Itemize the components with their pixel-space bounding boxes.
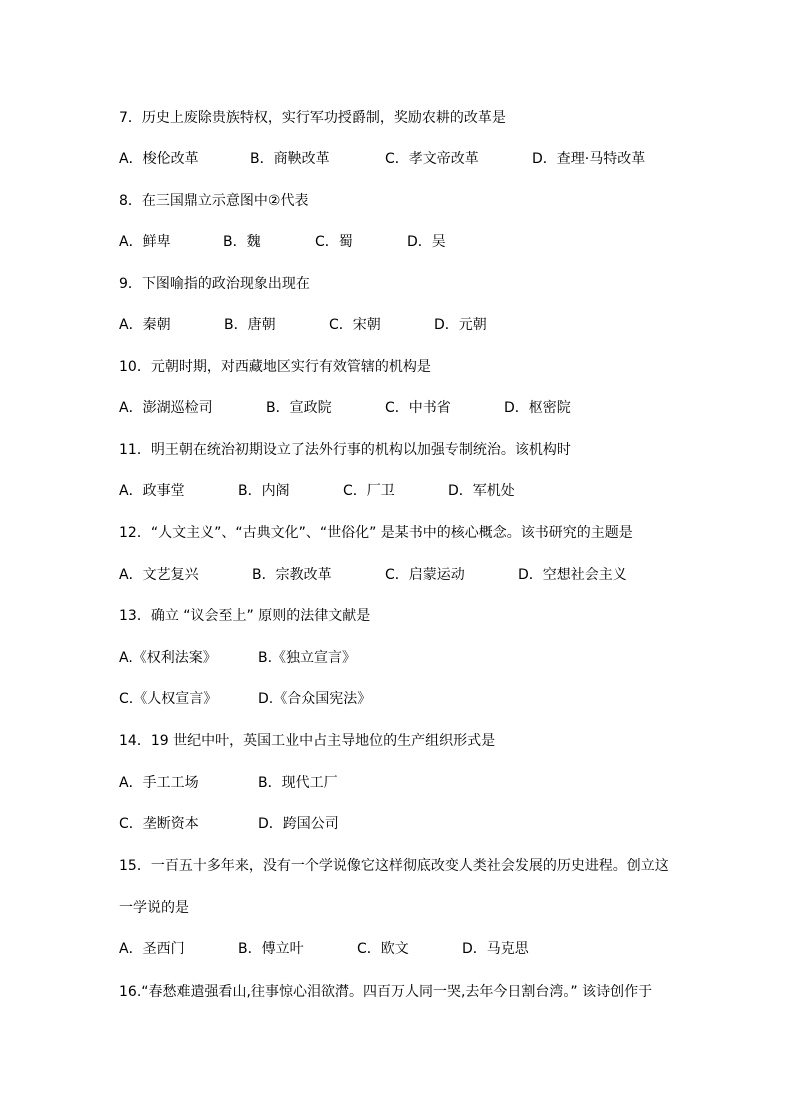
question-14-option-b: B．现代工厂 [258, 775, 338, 791]
question-11-option-a: A．政事堂 [119, 483, 185, 499]
question-10-option-a: A．澎湖巡检司 [119, 400, 213, 416]
question-12-option-a: A．文艺复兴 [119, 567, 199, 583]
question-9-option-c: C．宋朝 [329, 317, 381, 333]
question-15-option-a: A．圣西门 [119, 941, 185, 957]
question-8-option-c: C．蜀 [315, 234, 353, 250]
question-13-option-d: D.《合众国宪法》 [258, 691, 372, 707]
question-15-option-c: C．欧文 [357, 941, 409, 957]
question-7-stem: 7．历史上废除贵族特权，实行军功授爵制，奖励农耕的改革是 [119, 110, 506, 126]
question-13-stem: 13．确立 “议会至上” 原则的法律文献是 [119, 608, 371, 624]
question-12-option-b: B．宗教改革 [252, 567, 332, 583]
question-10-option-d: D．枢密院 [504, 400, 571, 416]
question-8-option-a: A．鲜卑 [119, 234, 171, 250]
question-14-stem: 14．19 世纪中叶，英国工业中占主导地位的生产组织形式是 [119, 733, 496, 749]
question-15-stem-continuation: 一学说的是 [119, 900, 189, 916]
question-10-option-c: C．中书省 [385, 400, 451, 416]
question-12-option-d: D．空想社会主义 [518, 567, 627, 583]
question-9-option-b: B．唐朝 [224, 317, 276, 333]
question-12-option-c: C．启蒙运动 [385, 567, 465, 583]
question-15-option-d: D．马克思 [462, 941, 529, 957]
question-8-option-b: B．魏 [223, 234, 261, 250]
question-16-stem: 16.“春愁难遣强看山,往事惊心泪欲潸。四百万人同一哭,去年今日割台湾。” 该诗创作于 [119, 984, 653, 1000]
question-11-option-d: D．军机处 [448, 483, 515, 499]
question-9-stem: 9．下图喻指的政治现象出现在 [119, 276, 310, 292]
question-11-option-b: B．内阁 [238, 483, 290, 499]
question-9-option-d: D．元朝 [434, 317, 487, 333]
question-11-option-c: C．厂卫 [343, 483, 395, 499]
question-11-stem: 11．明王朝在统治初期设立了法外行事的机构以加强专制统治。该机构时 [119, 442, 571, 458]
question-7-option-d: D．查理·马特改革 [532, 151, 646, 167]
question-9-option-a: A．秦朝 [119, 317, 171, 333]
question-10-stem: 10．元朝时期，对西藏地区实行有效管辖的机构是 [119, 359, 431, 375]
question-14-option-c: C．垄断资本 [119, 816, 199, 832]
question-14-option-d: D．跨国公司 [258, 816, 339, 832]
question-15-stem: 15．一百五十多年来，没有一个学说像它这样彻底改变人类社会发展的历史进程。创立这 [119, 858, 669, 874]
question-7-option-c: C．孝文帝改革 [385, 151, 479, 167]
question-13-option-c: C.《人权宣言》 [119, 691, 218, 707]
question-8-option-d: D．吴 [407, 234, 446, 250]
question-15-option-b: B．傅立叶 [238, 941, 304, 957]
question-8-stem: 8．在三国鼎立示意图中②代表 [119, 193, 309, 209]
question-7-option-b: B．商鞅改革 [250, 151, 330, 167]
question-13-option-b: B.《独立宣言》 [258, 650, 357, 666]
question-14-option-a: A．手工工场 [119, 775, 199, 791]
question-10-option-b: B．宣政院 [266, 400, 332, 416]
question-7-option-a: A．梭伦改革 [119, 151, 199, 167]
question-13-option-a: A.《权利法案》 [119, 650, 217, 666]
question-12-stem: 12．“人文主义”、“古典文化”、“世俗化” 是某书中的核心概念。该书研究的主题是 [119, 525, 633, 541]
